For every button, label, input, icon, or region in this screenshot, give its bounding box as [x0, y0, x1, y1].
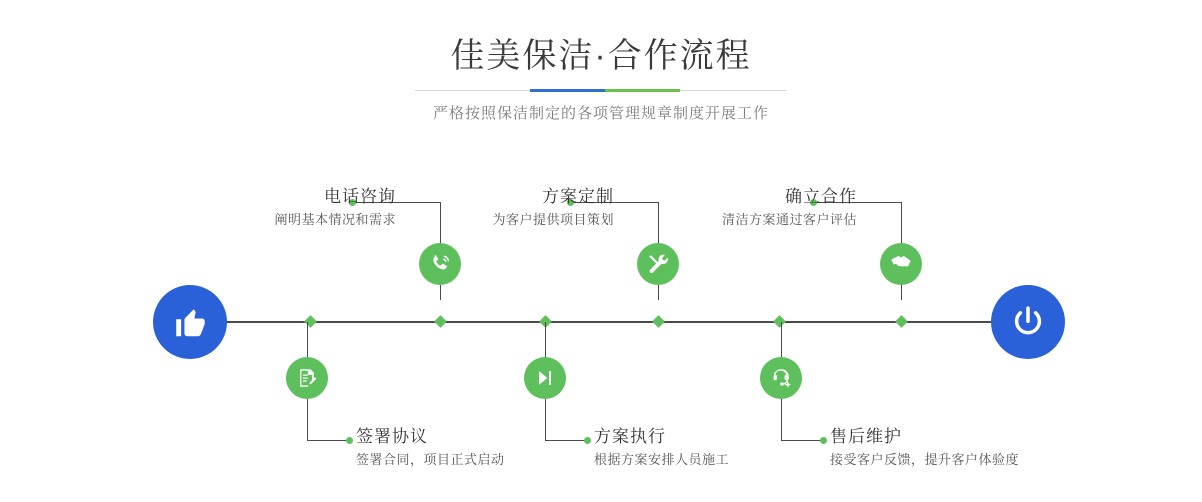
timeline-start-node [153, 285, 227, 359]
page-subtitle: 严格按照保洁制定的各项管理规章制度开展工作 [432, 105, 769, 122]
play-forward-icon [534, 367, 556, 389]
connector-dot-6 [820, 437, 827, 444]
step-title-4: 方案执行 [594, 427, 666, 446]
timeline-marker-step-1 [434, 315, 447, 328]
step-desc-5: 清洁方案通过客户评估 [721, 212, 857, 227]
step-desc-4: 根据方案安排人员施工 [594, 452, 730, 467]
timeline-marker-step-5 [895, 315, 908, 328]
step-icon-6 [760, 357, 802, 399]
step-label-6 [830, 426, 1019, 470]
connector-horizontal-6 [781, 440, 823, 441]
step-label-2 [356, 426, 505, 470]
power-icon [1009, 303, 1047, 341]
step-title-1: 电话咨询 [324, 187, 396, 206]
step-desc-2: 签署合同，项目正式启动 [356, 452, 505, 467]
contract-edit-icon [296, 367, 318, 389]
step-icon-5 [880, 243, 922, 285]
connector-dot-2 [346, 437, 353, 444]
phone-call-icon [428, 252, 452, 276]
step-label-4 [594, 426, 729, 470]
connector-horizontal-4 [545, 440, 587, 441]
step-title-3: 方案定制 [542, 187, 614, 206]
connector-horizontal-2 [307, 440, 349, 441]
thumbs-up-icon [172, 304, 208, 340]
step-label-5 [450, 186, 857, 230]
timeline-end-node [991, 285, 1065, 359]
step-icon-4 [524, 357, 566, 399]
step-title-2: 签署协议 [356, 427, 428, 446]
timeline-marker-5 [773, 315, 786, 328]
step-desc-1: 阐明基本情况和需求 [274, 212, 396, 227]
step-desc-6: 接受客户反馈，提升客户体验度 [830, 452, 1020, 467]
step-title-6: 售后维护 [830, 427, 902, 446]
handshake-icon [889, 252, 913, 276]
headset-support-icon [770, 367, 793, 390]
connector-dot-4 [584, 437, 591, 444]
timeline-marker-step-3 [652, 315, 665, 328]
page-title: 佳美保洁·合作流程 [450, 37, 752, 75]
step-desc-3: 为客户提供项目策划 [492, 212, 614, 227]
step-icon-3 [637, 243, 679, 285]
step-icon-1 [419, 243, 461, 285]
step-title-5: 确立合作 [785, 187, 857, 206]
step-icon-2 [286, 357, 328, 399]
tools-icon [646, 252, 670, 276]
